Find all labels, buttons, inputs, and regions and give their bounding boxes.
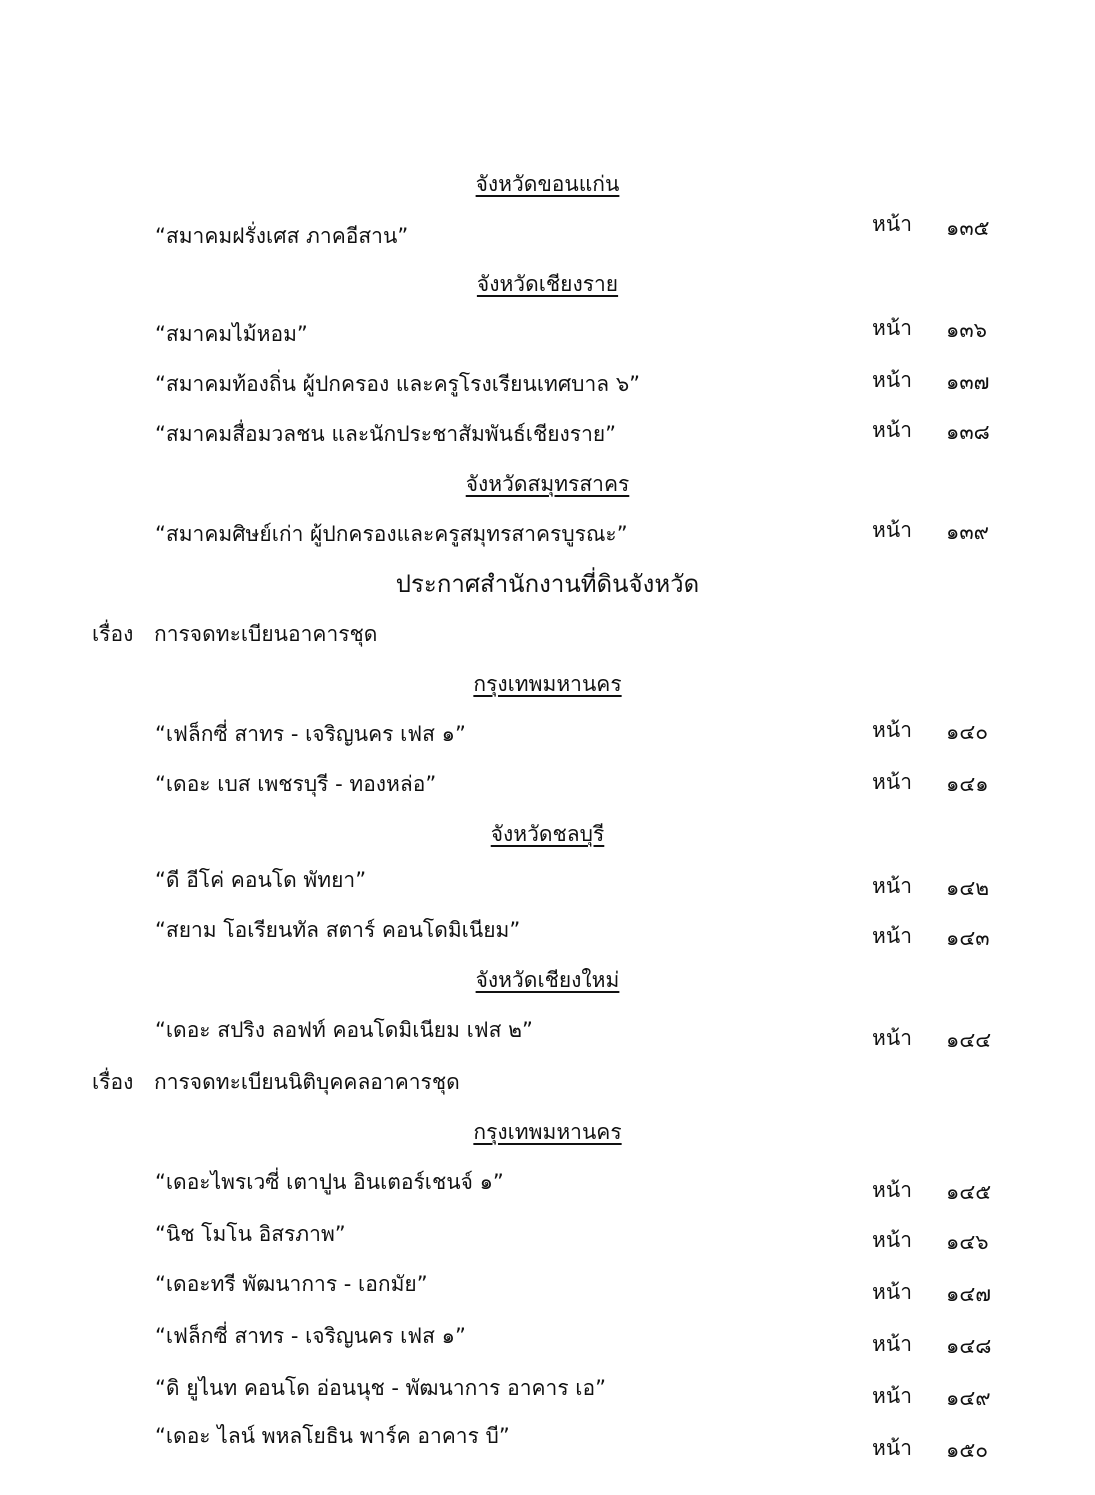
entry-name: “เฟล็กซี่ สาทร - เจริญนคร เฟส ๑”	[155, 1324, 466, 1348]
page-number: ๑๔๗	[946, 1282, 992, 1306]
entry-name: “เฟล็กซี่ สาทร - เจริญนคร เฟส ๑”	[155, 722, 466, 746]
subject-line	[92, 618, 377, 651]
page-number: ๑๕๐	[946, 1438, 989, 1462]
page-number: ๑๔๙	[946, 1386, 991, 1410]
province-heading-chiang-mai: จังหวัดเชียงใหม่	[475, 968, 620, 992]
entry-name: “สมาคมสื่อมวลชน และนักประชาสัมพันธ์เชียงราย”	[155, 422, 617, 446]
subject-label: เรื่อง	[92, 1070, 134, 1094]
subject-label: เรื่อง	[92, 622, 134, 646]
entry-name: “สมาคมไม้หอม”	[155, 322, 308, 346]
toc-entry	[0, 1320, 1095, 1360]
page-number: ๑๔๓	[946, 926, 990, 950]
page-label: หน้า	[872, 1280, 912, 1304]
page-number: ๑๔๔	[946, 1028, 992, 1052]
page-number: ๑๓๘	[946, 420, 990, 444]
entry-name: “ดี อีโค่ คอนโด พัทยา”	[155, 868, 367, 892]
toc-entry	[0, 914, 1095, 954]
page-number: ๑๔๐	[946, 720, 989, 744]
page-number: ๑๔๖	[946, 1230, 989, 1254]
toc-entry	[0, 518, 1095, 558]
toc-entry	[0, 212, 1095, 260]
toc-entry	[0, 318, 1095, 358]
entry-name: “เดอะ เบส เพชรบุรี - ทองหล่อ”	[155, 772, 437, 796]
entry-name: “ดิ ยูไนท คอนโด อ่อนนุช - พัฒนาการ อาคาร เอ”	[155, 1376, 606, 1400]
entry-name: “สมาคมท้องถิ่น ผู้ปกครอง และครูโรงเรียนเทศบาล ๖”	[155, 372, 641, 396]
province-heading-khon-kaen: จังหวัดขอนแก่น	[475, 172, 620, 196]
entry-name: “สยาม โอเรียนทัล สตาร์ คอนโดมิเนียม”	[155, 918, 521, 942]
entry-name: “สมาคมฝรั่งเศส ภาคอีสาน”	[155, 224, 409, 248]
page-label: หน้า	[872, 1332, 912, 1356]
subject-text: การจดทะเบียนอาคารชุด	[154, 622, 378, 646]
page-label: หน้า	[872, 1026, 912, 1050]
province-heading-bangkok: กรุงเทพมหานคร	[473, 1120, 622, 1144]
page-label: หน้า	[872, 316, 912, 340]
page-label: หน้า	[872, 212, 912, 236]
page-number: ๑๓๕	[946, 216, 990, 240]
page-label: หน้า	[872, 518, 912, 542]
page-label: หน้า	[872, 874, 912, 898]
toc-entry	[0, 368, 1095, 408]
toc-entry	[0, 768, 1095, 808]
province-heading-chiang-rai: จังหวัดเชียงราย	[476, 272, 619, 296]
page-number: ๑๔๕	[946, 1180, 992, 1204]
page-number: ๑๓๖	[946, 318, 988, 342]
toc-entry	[0, 1420, 1095, 1460]
page-label: หน้า	[872, 718, 912, 742]
page-label: หน้า	[872, 1228, 912, 1252]
announcement-title: ประกาศสำนักงานที่ดินจังหวัด	[395, 570, 700, 598]
province-heading-chonburi: จังหวัดชลบุรี	[490, 822, 605, 846]
page-number: ๑๓๗	[946, 370, 990, 394]
page-label: หน้า	[872, 1436, 912, 1460]
toc-entry	[0, 1372, 1095, 1412]
entry-name: “นิช โมโน อิสรภาพ”	[155, 1222, 346, 1246]
toc-entry	[0, 1218, 1095, 1258]
page-number: ๑๔๘	[946, 1334, 992, 1358]
entry-name: “สมาคมศิษย์เก่า ผู้ปกครองและครูสมุทรสาครบูรณะ”	[155, 522, 628, 546]
toc-entry	[0, 1166, 1095, 1206]
toc-entry	[0, 718, 1095, 758]
page-number: ๑๔๑	[946, 772, 989, 796]
page-number: ๑๔๒	[946, 876, 990, 900]
toc-entry	[0, 418, 1095, 458]
page-label: หน้า	[872, 770, 912, 794]
entry-name: “เดอะ ไลน์ พหลโยธิน พาร์ค อาคาร บี”	[155, 1424, 510, 1448]
entry-name: “เดอะทรี พัฒนาการ - เอกมัย”	[155, 1272, 428, 1296]
entry-name: “เดอะไพรเวซี่ เตาปูน อินเตอร์เชนจ์ ๑”	[155, 1170, 504, 1194]
entry-name: “เดอะ สปริง ลอฟท์ คอนโดมิเนียม เฟส ๒”	[155, 1018, 533, 1042]
page-label: หน้า	[872, 924, 912, 948]
subject-line	[92, 1066, 460, 1099]
page-label: หน้า	[872, 418, 912, 442]
subject-text: การจดทะเบียนนิติบุคคลอาคารชุด	[154, 1070, 460, 1094]
page-label: หน้า	[872, 1384, 912, 1408]
toc-entry	[0, 864, 1095, 904]
toc-entry	[0, 1014, 1095, 1054]
province-heading-samut-sakhon: จังหวัดสมุทรสาคร	[465, 472, 630, 496]
page-label: หน้า	[872, 368, 912, 392]
page-label: หน้า	[872, 1178, 912, 1202]
province-heading-bangkok: กรุงเทพมหานคร	[473, 672, 622, 696]
toc-entry	[0, 1268, 1095, 1308]
page-number: ๑๓๙	[946, 520, 990, 544]
